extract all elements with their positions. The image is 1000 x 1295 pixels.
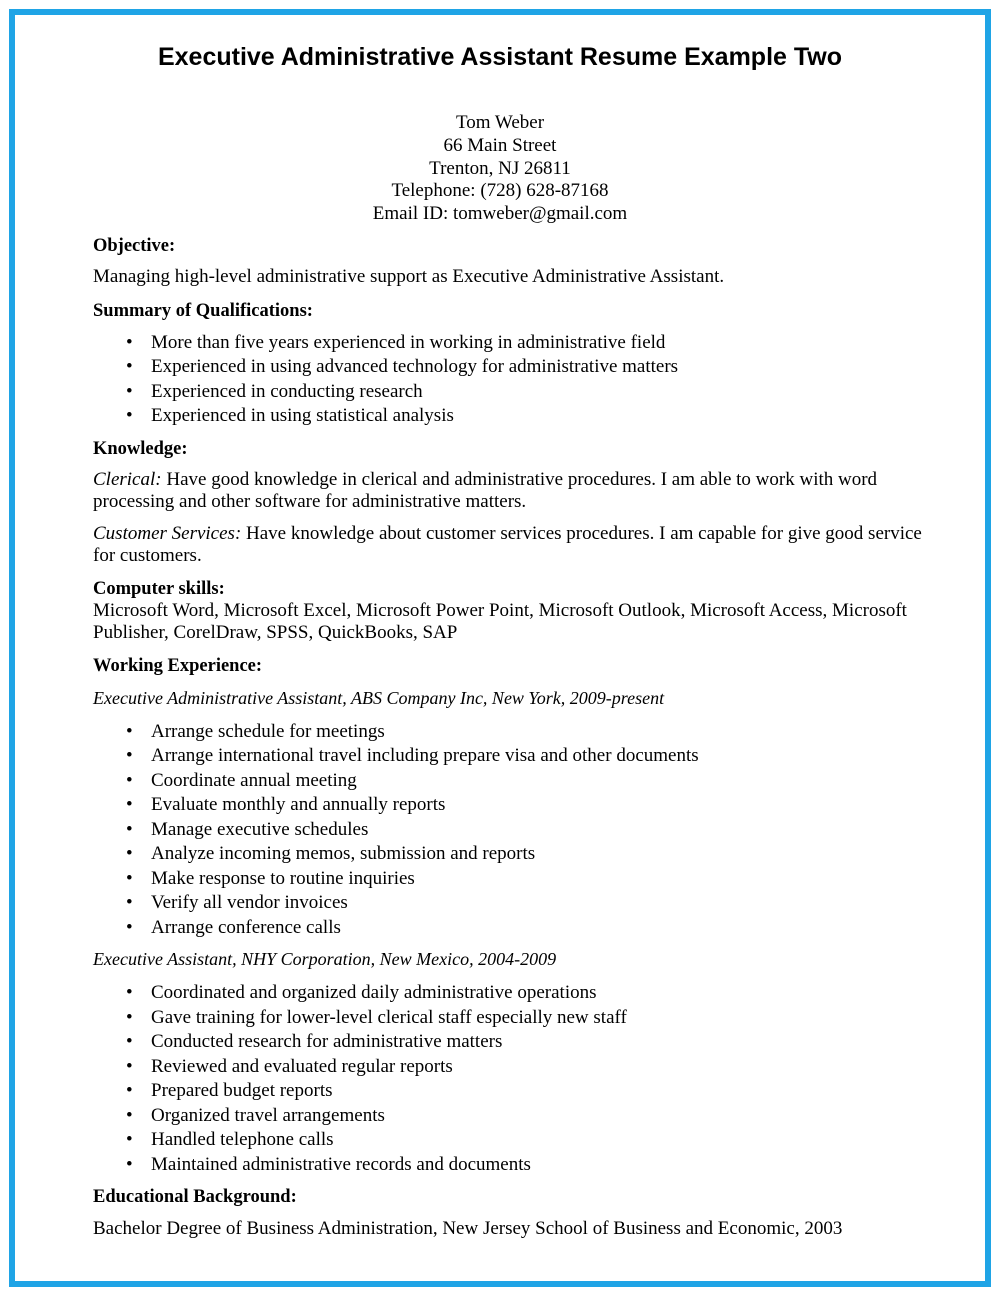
document-title: Executive Administrative Assistant Resume Example Two: [157, 43, 843, 71]
resume-body: [93, 235, 923, 1241]
summary-heading: Summary of Qualifications:: [93, 300, 313, 321]
customer-text: Have knowledge about customer services procedures. I am capable for give good service for customers.: [93, 522, 922, 566]
job-title: Executive Administrative Assistant, ABS Company Inc, New York, 2009-present: [93, 687, 665, 708]
objective-text: Managing high-level administrative support as Executive Administrative Assistant.: [93, 266, 725, 287]
list-item: • Experienced in using statistical analysis: [93, 404, 923, 429]
list-item: • Experienced in using advanced technology for administrative matters: [93, 355, 923, 380]
job-duties-list: [93, 981, 923, 1177]
objective-heading: Objective:: [93, 236, 176, 256]
list-item: • Evaluate monthly and annually reports: [93, 793, 923, 818]
education-text: Bachelor Degree of Business Administration, New Jersey School of Business and Economic, 2003: [93, 1218, 843, 1239]
knowledge-heading: Knowledge:: [93, 438, 188, 459]
list-item: • More than five years experienced in working in administrative field: [93, 331, 923, 356]
clerical-text: Have good knowledge in clerical and administrative procedures. I am able to work with word processing and other software for administrative matters.: [93, 468, 878, 512]
contact-block: [0, 112, 1000, 226]
list-item: • Arrange conference calls: [93, 916, 923, 941]
summary-list: [93, 331, 923, 429]
list-item: • Handled telephone calls: [93, 1128, 923, 1153]
contact-street: 66 Main Street: [443, 134, 557, 156]
job-title: Executive Assistant, NHY Corporation, New Mexico, 2004-2009: [93, 949, 557, 969]
list-item: • Manage executive schedules: [93, 818, 923, 843]
list-item: • Prepared budget reports: [93, 1079, 923, 1104]
list-item: • Conducted research for administrative matters: [93, 1030, 923, 1055]
list-item: • Make response to routine inquiries: [93, 867, 923, 892]
list-item: • Verify all vendor invoices: [93, 891, 923, 916]
list-item: • Maintained administrative records and documents: [93, 1153, 923, 1178]
knowledge-customer: [93, 523, 923, 568]
customer-label: Customer Services:: [93, 522, 242, 544]
computer-text: Microsoft Word, Microsoft Excel, Microsoft Power Point, Microsoft Outlook, Microsoft Access, Microsoft Publisher, CorelDraw, SPSS, QuickBooks, SAP: [93, 599, 907, 643]
computer-heading: Computer skills:: [93, 578, 225, 599]
list-item: • Arrange international travel including prepare visa and other documents: [93, 744, 923, 769]
list-item: • Coordinated and organized daily administrative operations: [93, 981, 923, 1006]
list-item: • Arrange schedule for meetings: [93, 720, 923, 745]
contact-city: Trenton, NJ 26811: [429, 157, 571, 179]
experience-heading: Working Experience:: [93, 655, 263, 676]
list-item: • Analyze incoming memos, submission and reports: [93, 842, 923, 867]
list-item: • Coordinate annual meeting: [93, 769, 923, 794]
list-item: • Experienced in conducting research: [93, 380, 923, 405]
clerical-label: Clerical:: [93, 468, 162, 490]
list-item: • Reviewed and evaluated regular reports: [93, 1055, 923, 1080]
list-item: • Gave training for lower-level clerical staff especially new staff: [93, 1006, 923, 1031]
job-duties-list: [93, 720, 923, 941]
contact-email: Email ID: tomweber@gmail.com: [372, 203, 628, 224]
contact-telephone: Telephone: (728) 628-87168: [391, 180, 609, 202]
list-item: • Organized travel arrangements: [93, 1104, 923, 1129]
education-heading: Educational Background:: [93, 1187, 297, 1207]
knowledge-clerical: [93, 469, 923, 514]
contact-name: Tom Weber: [455, 112, 545, 133]
